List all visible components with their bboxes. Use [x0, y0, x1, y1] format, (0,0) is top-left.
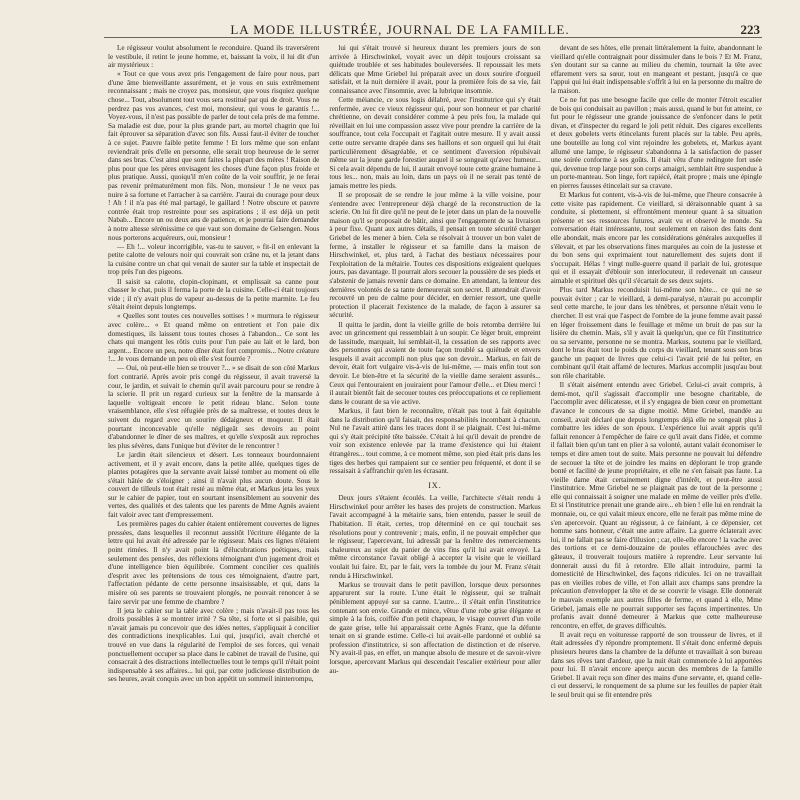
paragraph: Il saisit sa calotte, clopin-clopinant, et emplissait sa canne pour chasser le chat, puis il ferma la porte de la cuisine. Celle-ci était toujours vide ; il n'y avait plus de vapeur au-dessus de la petite marmite. Le feu s'était éteint depuis longtemps. — [108, 277, 320, 312]
paragraph: Ce ne fut pas une besogne facile que celle de monter l'étroit escalier de bois qui conduisait au pavillon ; mais aussi, quand le but fut atteint, ce fut pour le régisseur une grande jouissance de s'enfoncer dans le petit divan, et d'inspecter du regard le joli petit réduit. Des cigares excellents et deux gobelets verts étincelants furent placés sur la table. Peu après, une bouteille au long col vint rejoindre les gobelets, et, Markus ayant allumé une lampe, le régisseur s'abandonna à la satisfaction de passer une soirée conforme à ses goûts. Il était vêtu d'une redingote fort usée qui, devenue trop large pour son corps amaigri, semblait être suspendue à un porte-manteau. Son linge, fort rapiécé, était propre ; mais une épingle en pierres fausses étincelait sur sa cravate. — [550, 96, 762, 190]
column-3 — [551, 44, 762, 788]
paragraph: devant de ses hôtes, elle prenait littéralement la fuite, abandonnant le vieillard qu'elle contraignait pour dissimuler dans le bois ? Et M. Franz, s'en doutant sur sa canne au milieu du chemin, tournait la tête avec effarement vers sa sœur, tout en mangeant et pestant, jusqu'à ce que l'appui qui lui était indispensable s'offrît à lui en la personne du maître de la maison. — [550, 44, 762, 95]
paragraph: Il quitta le jardin, dont la vieille grille de bois retomba derrière lui avec un grincement qui ressemblait à un soupir. Ce léger bruit, empreint de lassitude, marquait, lui semblait-il, la cessation de ses rapports avec des personnes qui avaient de toute façon troublé sa quiétude et envers lesquels il avait accompli non plus que son devoir... Markus, en fait de devoir, était fort vulgaire vis-à-vis de lui-même, — mais enfin tout son devoir. Le bien-être et la sécurité de la vieille dame seraient assurés... Ceux qui l'entouraient en jouiraient pour l'amour d'elle... et Dieu merci ! il aurait bientôt fait de secouer toutes ces préoccupations et ce repliement dans le courant de sa vie active. — [329, 320, 541, 406]
paragraph: Il avait reçu en voituresse rapporté de son trousseur de livres, et il était adressées d'y répondre promptement. Il s'était donc enfermé depuis plusieurs heures dans la chambre de la défunte et travaillait à son bureau dans ses rêves tant d'ardeur, que la nuit était commencée à lui apportées pour lui. Il n'avait encore aperçu aucun des membres de la famille Griebel. Il avait reçu son dîner des mains d'une servante, et, quand celle-ci eut desservi, le ronquement de sa plume sur les feuilles de papier était le seul bruit qui se fit entendre près — [550, 630, 762, 700]
page-number: 223 — [740, 22, 760, 37]
running-title: LA MODE ILLUSTRÉE, JOURNAL DE LA FAMILLE. — [230, 22, 570, 37]
paragraph: Il s'était aisément entendu avec Griebel. Celui-ci avait compris, à demi-mot, qu'il s'agissait d'accomplir une besogne charitable, de l'accomplir avec délicatesse, et il s'y engagea de bien cœur en promettant d'avance le concours de sa digne moitié. Mme Griebel, mandée au conseil, avait déclaré que depuis longtemps déjà elle ne songeait plus à combattre les idées de son époux. L'expérience lui avait appris qu'il fallait renoncer à l'empêcher de faire ce qu'il avait dans l'idée, et comme il fallait bien qu'un tant en plier à sa volonté, autant valait économiser le temps et dire amen tout de suite. Mais personne ne pouvait lui défendre de secouer la tête et de joindre les mains en déplorant le trop grande bonté et facilité de jeune propriétaire, et elle ne s'en faisait pas faute. La vieille dame était certainement digne d'intérêt, et peut-être aussi l'institutrice. Mme Griebel ne se plaignait pas de tout de la personne ; elle qui connaissait à soigner une malade en même de veiller près d'elle. Et si l'institutrice prenait une grande aire... eh bien ! elle lui en rendrait la monnaie, ou, ce qui valait mieux encore, elle ne ferait pas même mine de s'en apercevoir. Quant au régisseur, à ce fainéant, à ce dépensier, cet homme sans honneur, c'était une autre affaire. La guerre éclaterait avec lui, il ne fallait pas se faire d'illusion ; car, elle-elle encore ! la vache avec des tortions et ce demi-douzaine de poules effarouchées avec des gâteaux, il trouverait toujours matière à reprendre. Leur servante lui donnerait aussi du fil à retordre. Elle allait introduire, parmi la domesticité de Hirschwinkel, des façons ridicules. Ici on ne travaillait pas en vieilles robes de ville, et l'on allait aux champs sans prendre la précaution d'envelopper la tête et de se couvrir le visage. Elle donnerait le mauvais exemple aux autres filles de ferme, et quand à elle, Mme Griebel, jamais elle ne pourrait supporter ses façons impertinentes. Un profanis avait donné demeurer à Markus que cette malheureuse rencontre, en effet, de graves difficultés. — [550, 381, 762, 630]
paragraph: Le régisseur voulut absolument le reconduire. Quand ils traversèrent le vestibule, il retint le jeune homme, et, baissant la voix, il lui dit d'un air mystérieux : — [108, 44, 320, 70]
paragraph: Le jardin était silencieux et désert. Les tonneaux bourdonnaient activement, et il y avait encore, dans la petite allée, quelques tiges de plantes potagères que la servante avait laissé tomber au moment où elle s'était hâtée de s'éloigner ; ainsi il n'avait plus aucun doute. Sous le couvert de tilleuls tout était resté au même état, et Markus jeta les yeux sur le cahier de papier, tout en sourtant insensiblement au souvenir des vertes, des qualités et des talents que les parents de Mme Agnès avaient fait valoir avec tant d'empressement. — [108, 450, 320, 520]
column-1 — [108, 44, 319, 788]
paragraph: « Quelles sont toutes ces nouvelles sottises ! » murmura le régisseur avec colère... « Et quand même on entretient et l'on paie dix domestiques, ils laissent tous toutes choses à l'abandon... Ce sont les chats qui mangent les rôtis cuits pour l'un paie au lait et le lard, bon argent... Encore un peu, notre dîner était fort compromis... Notre créature !... Je vous demande un peu où elle s'est fourrée ? — [108, 312, 320, 364]
paragraph: Il jeta le cahier sur la table avec colère ; mais n'avait-il pas tous les droits possibles à se montrer irrité ? Sa tête, si forte et si paisible, qui n'avait jamais pu concevoir que des idées nettes, s'appliquait à concilier des contradictions inexplicables. Lui qui, jusqu'ici, avait cherché et trouvé en vue dans la régularité de l'emploi de ses forces, qui venait ponctuellement occuper sa place dans le cabinet de travail de l'usine, qui consacrait à des distractions intellectuelles tout le temps qu'il n'était point indispensable à ses affaires... lui qui, par cette judicieuse distribution de ses heures, avait conquis avec un bon appétit un sommeil ininterrompu, — [108, 606, 320, 684]
column-2 — [329, 44, 540, 788]
paragraph: Il se proposait de se rendre le jour même à la ville voisine, pour s'entendre avec l'entrepreneur déjà chargé de la reconstruction de la scierie. On lui fit dire qu'il ne peut de le jeter dans un plan de la nouvelle maison qu'il se proposait de bâtir, ainsi que l'engagement de sa livraison à peur fixe. Quant aux autres détails, il pensait en toute sécurité charger Griebel de les mener à bien. Cela se résolvait à trouver un bon valet de ferme, à installer le régisseur et sa famille dans la maison de Hirschwinkel, et, plus tard, à l'achat des bestiaux nécessaires pour l'exploitation de la métairie. Toutes ces dispositions exigeaient quelques jours, pas davantage. Il pourrait alors secouer la poussière de ses pieds et s'abstenir de jamais revenir dans ce domaine. En attendant, la lenteur des dernières volontés de sa tante demeurerait son secret. Il attendrait d'avoir recouvré un peu de calme pour décider, en dernier ressort, une quelle protection il placerait l'existence de la malade, de façon à assurer sa sécurité. — [329, 191, 541, 320]
paragraph: lui qui s'était trouvé si heureux durant les premiers jours de son arrivée à Hirschwinkel, voyait avec un dépit toujours croissant sa quiétude troublée et ses habitudes bouleversées. Il repoussait les mets délicats que Mme Griebel lui préparait avec un doux sourire d'orgueil satisfait, et la nuit dernière il avait, pour la première fois de sa vie, fait connaissance avec l'insomnie, avec la lubrique insomnie. — [329, 44, 541, 95]
paragraph: — Eh !... voleur incorrigible, vas-tu te sauver, » fit-il en enlevant la petite calotte de velours noir qui couvrait son crâne nu, et la jetant dans la cuisine contre un chat qui venait de sauter sur la table et inspectait de trop près l'un des pigeons. — [108, 242, 320, 277]
text-columns — [108, 44, 762, 788]
header-rule — [104, 37, 762, 38]
section-heading: IX. — [428, 480, 442, 490]
paragraph: Markus se trouvait dans le petit pavillon, lorsque deux personnes apparurent sur la route. L'une était le régisseur, qui se traînait péniblement appuyé sur sa canne. L'autre... il s'était enfin l'institutrice contenant son envie. Grande et mince, vêtue d'une robe grise élégante et simple à la fois, coiffée d'un petit chapeau, le visage couvert d'un voile de gaze grise, telle lui apparaissait cette Agnès Franz, que la défunte tenait en si grande estime. Celle-ci lui avait-elle pardonné et oublié sa profession d'institutrice, si son affectation de distinction et de réserve. N'y avait-il pas, en effet, un manque absolu de mesure et de savoir-vivre lorsque, apercevant Markus qui descendait l'escalier extérieur pour aller au- — [329, 580, 541, 675]
paragraph: Deux jours s'étaient écoulés. La veille, l'architecte s'était rendu à Hirschwinkel pour arrêter les bases des projets de construction. Markus l'avait accompagné à la métairie sans, bien entendu, passer le seuil de l'habitation. Il était, certes, trop déterminé en ce qui touchait ses résolutions pour y contrevenir ; mais, enfin, il ne pouvait empêcher que le régisseur, l'apercevant, lui adressât par la fenêtre des remerciements chaleureux au sujet du panier de vins fins qu'il lui avait envoyé. La même circonstance l'avait obligé à accepter la visite que le vieillard voulait lui faire. Et, par le fait, vers la tombée du jour M. Franz s'était rendu à Hirschwinkel. — [329, 494, 541, 580]
paragraph: « Tout ce que vous avez pris l'engagement de faire pour nous, part d'une âme bienveillante assurément, et je vous en suis extrêmement reconnaissant ; mais ne croyez pas, monsieur, que vous risquiez quelque chose... Tout, absolument tout vous sera restitué par qui de droit. Vous ne perdrez pas vos avances, c'est moi, monsieur, qui vous le garantis !... Voyez-vous, il n'est pas possible de parler de tout cela près de ma femme. Sa maladie est due, pour la plus grande part, au mortel chagrin que lui fait éprouver sa séparation d'avec son fils. Aussi faut-il éviter de toucher à ce sujet. Pauvre faible petite femme ! Et lors même que son enfant reviendrait près d'elle en personne, elle serait trop heureuse de le serrer dans ses bras. C'est ainsi que sont faites la plupart des mères ! Raison de plus pour que les pères envisagent les choses d'une façon plus froide et plus pratique. Aussi, quoiqu'il m'en coûte de la voir souffrir, je ne ferai pas revenir prématurément mon fils. Non, monsieur ! Je ne veux pas nuire à sa fortune et l'arracher à sa carrière. J'aurai du courage pour deux ! Ah ! il n'a pas été mal partagé, le gaillard ! Notre obscure et pauvre contrée était trop restreinte pour ses aspirations ; il est déjà un petit Nabab... Encore un ou deux ans de patience, et je pourrai faire demander à notre altesse sérénissime ce que vaut son domaine de Gelsengen. Nous nous porterons acquéreurs, oui, monsieur ! — [108, 70, 320, 242]
paragraph: Cette méiancie, ce sous logis délabré, avec l'institutrice qui s'y était renfermée, avec ce vieux régisseur qui, pour son honneur et par charité chrétienne, on devait considérer comme à peu près fou, la malade qui réveillait en lui une compassion assez vive pour prendre la carrière de la souffrance, tout cela l'occupait et l'agitait outre mesure. Il y avait aussi cette outre servante drapée dans ses haillons et son orgueil qui lui était particulièrement désagréable, et ce sentiment d'aversion répulsivait même sur la jeune garde forestier auquel il se songeait qu'avec humeur... Si cela avait dépendu de lui, il aurait envoyé toute cette graine humaine à tous les... non, mais au loin, dans un pays où il ne serait pas tenté de jamais mettre les pieds. — [329, 96, 541, 190]
paragraph: Markus, il faut bien le reconnaître, n'était pas tout à fait équitable dans la distribution qu'il faisait, des responsabilités incombant à chacun. Nul ne l'avait attiré dans les traces dont il se plaignait. C'est lui-même qui s'y était précipité tête baissée. C'était à lui qu'il devait de prendre de voir son existence enlevée par la trame d'existence qui lui étaient étrangères... tout comme, à ce moment même, son pied était pris dans les tiges des herbes qui rampaient sur ce sentier peu fréquenté, et dont il se ressaisait à s'affranchir qu'en les écrasant. — [329, 406, 541, 476]
paragraph: Les premières pages du cahier étaient entièrement couvertes de lignes pressées, dans lesquelles il reconnut aussitôt l'écriture élégante de la lettre qui lui avait été adressée par le régisseur. Mais ces lignes n'étaient point rimées. Il n'y avait point là d'élucubrations poétiques, mais seulement des pensées, des réflexions témoignant d'un jugement droit et d'une intelligence bien équilibrée. Comment concilier ces qualités d'esprit avec les prétensions de tous ces témoignaient, d'autre part, l'affectation pédante de cette personne insaisissable, et qui, dans la misère où ses parents se trouvaient plongés, ne pouvait renoncer à se faire servir par une femme de chambre ? — [108, 520, 320, 606]
paragraph: Et Markus fut content, vis-à-vis de lui-même, que l'heure consacrée à cette visite pas rapidement. Ce vieillard, si déraisonnable quant à sa conduite, si plettement, si effrontément menteur quant à sa situation présente et ses ressources futures, avait vu et observé le monde. Sa conversation était intéressante, tout seulement en raison des faits dont elle abondait, mais encore par les considérations générales auxquelles il s'élevait, et par les observations fines marquées au coin de la justesse et du bon sens qui exprimaient tout naturellement des sujets dont il s'occupait. Hélas ! vingt nulle-guerre quand il parlait de lui, grotesque qui et il essayait d'éblouir son interlocuteur, il redevenait un causeur aimable et spirituel dès qu'il s'écartait de ses deux sujets. — [550, 191, 762, 286]
paragraph: — Oui, où peut-elle bien se trouver ?... » se disait de son côté Markus fort contrarié. Après avoir pris congé du régisseur, il avait traversé la cour, le jardin, et suivait le chemin qu'il avait parcouru pour se rendre à la scierie. Il prit un regard curieux sur la fenêtre de la mansarde à laquelle voltigeait encore le petit rideau blanc. Selon toute vraisemblance, elle s'est réfugiée près de sa maîtresse, et toutes deux le suivent du regard avec un sourire dédaigneux et moqueur. Il était pourtant inconcevable qu'elle négligeât ses devoirs au point d'abandonner le dîner de ses maîtres, et qu'elle s'exposât aux reproches les plus sévères, dans l'unique but d'éviter de le rencontrer ! — [108, 364, 320, 450]
paragraph: Plus tard Markus reconduisit lui-même son hôte... ce qui ne se pouvait éviter ; car le vieillard, à demi-paralysé, n'aurait pu accomplir seul cette marche, le jour dans les ténèbres, et personne n'était venu le chercher. Il est vrai que l'aspect de l'ombre de la jeune femme avait passé en léger froissement dans le feuillage et même un bruit de pas sur la lisière du chemin. Mais, s'il y avait là quelqu'un, que ce fût l'institutrice ou sa servante, personne ne se montra. Markus, soutenu par le vieillard, dont le bras était tout le poids du corps du vieillard, tenant sous son bras gauche un paquet de livres que celui-ci l'avait prié de lui prêter, en combinant qu'il était affamé de lectures. Markus accomplit jusqu'au bout son rôle charitable. — [550, 286, 762, 381]
page-header — [0, 22, 800, 44]
